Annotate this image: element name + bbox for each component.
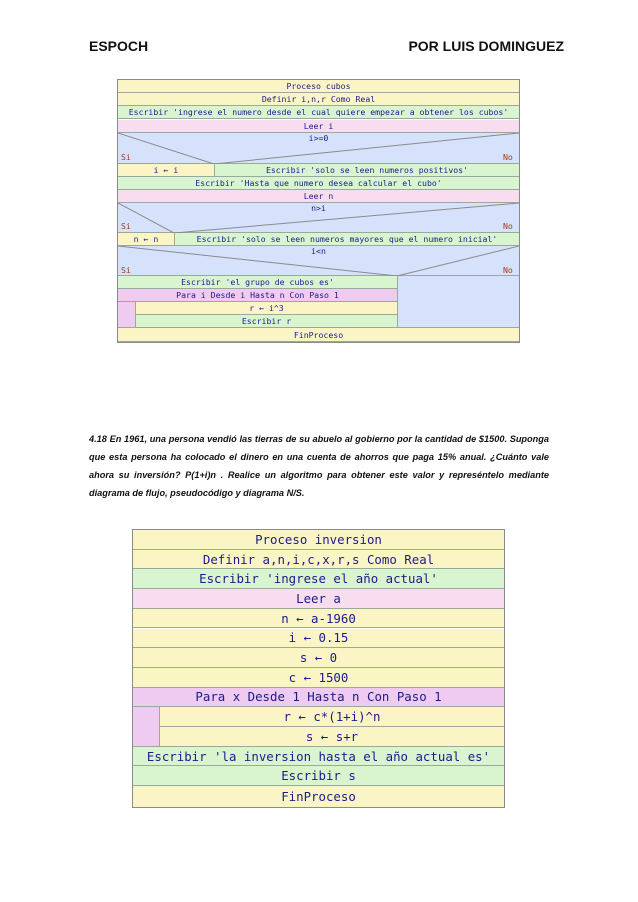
ns-diagram-inversion (132, 529, 505, 808)
header-left: ESPOCH (89, 38, 149, 54)
no-branch-empty (397, 276, 519, 328)
header-right: POR LUIS DOMINGUEZ (408, 38, 564, 54)
problem-paragraph: 4.18 En 1961, una persona vendió las tierras de su abuelo al gobierno por la cantidad de $1500. Suponga que esta persona ha colocado el dinero en una cuenta de ahorros que paga 15% anual. ¿Cuánto vale ahora su inversión? P(1+i)n . Realice un algoritmo para obtener este valor y represéntelo mediante diagrama de flujo, pseudocódigo y diagrama N/S. (89, 434, 549, 498)
escribir-mayores-cell: Escribir 'solo se leen numeros mayores que el numero inicial' (174, 233, 519, 246)
escribir-s-cell: Escribir s (133, 766, 504, 786)
escribir-grupo-cell: Escribir 'el grupo de cubos es' (118, 276, 397, 289)
cond-in-text: i<n (311, 246, 326, 256)
escribir-inicio-cell: Escribir 'ingrese el numero desde el cual quiere empezar a obtener los cubos' (118, 106, 519, 119)
r-formula-cell: r ← c*(1+i)^n (160, 707, 504, 727)
assign-i-cell: i ← i (118, 164, 214, 177)
cond-in-triangle (118, 246, 519, 276)
leer-a-cell: Leer a (133, 589, 504, 609)
no-label-2: No (503, 221, 513, 231)
definir-cell: Definir i,n,r Como Real (118, 93, 519, 106)
cond-n-triangle (118, 203, 519, 233)
proceso-inversion-cell: Proceso inversion (133, 530, 504, 550)
si-label-3: Si (121, 265, 131, 275)
definir-inv-cell: Definir a,n,i,c,x,r,s Como Real (133, 550, 504, 570)
escribir-anio-cell: Escribir 'ingrese el año actual' (133, 569, 504, 589)
escribir-positivos-cell: Escribir 'solo se leen numeros positivos' (214, 164, 519, 177)
leer-n-cell: Leer n (118, 190, 519, 203)
fin-proceso-cell-1: FinProceso (118, 328, 519, 342)
leer-i-cell: Leer i (118, 120, 519, 133)
escribir-r-cell: Escribir r (136, 315, 397, 328)
fin-proceso-cell-2: FinProceso (133, 786, 504, 807)
para-i-cell: Para i Desde i Hasta n Con Paso 1 (118, 289, 397, 302)
no-label-3: No (503, 265, 513, 275)
cond-i-text: i>=0 (308, 133, 329, 143)
cond-n-text: n>i (311, 203, 326, 213)
i-assign-cell: i ← 0.15 (133, 629, 504, 649)
proceso-cubos-cell: Proceso cubos (118, 80, 519, 93)
assign-n-cell: n ← n (118, 233, 174, 246)
para-x-loop-bar (133, 707, 160, 746)
s-sum-cell: s ← s+r (160, 727, 504, 747)
cond-i-triangle (118, 133, 519, 164)
s-assign-cell: s ← 0 (133, 648, 504, 668)
r-assign-cell: r ← i^3 (136, 302, 397, 315)
si-label-2: Si (121, 221, 131, 231)
para-i-loop-bar (118, 302, 136, 328)
n-assign-cell: n ← a-1960 (133, 609, 504, 629)
escribir-hasta-cell: Escribir 'Hasta que numero desea calcular el cubo' (118, 177, 519, 190)
c-assign-cell: c ← 1500 (133, 668, 504, 688)
si-label-1: Si (121, 152, 131, 162)
ns-diagram-cubos (117, 79, 520, 343)
no-label-1: No (503, 152, 513, 162)
para-x-cell: Para x Desde 1 Hasta n Con Paso 1 (133, 688, 504, 708)
escribir-inversion-cell: Escribir 'la inversion hasta el año actual es' (133, 747, 504, 767)
